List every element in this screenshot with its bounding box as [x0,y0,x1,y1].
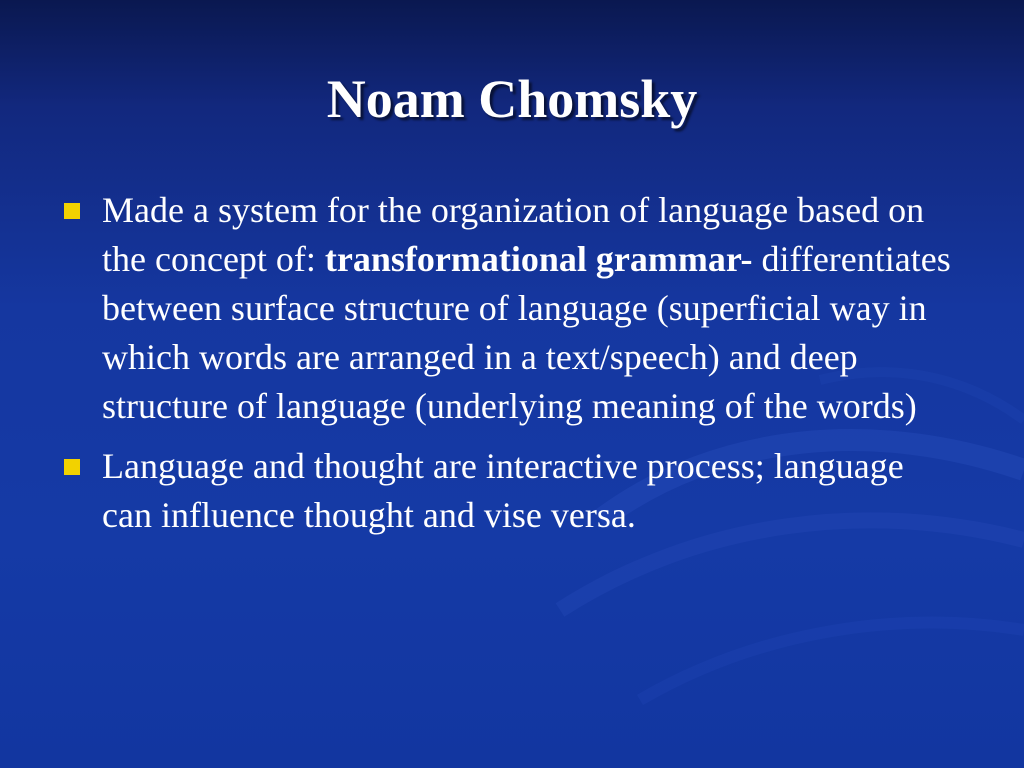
bullet-text-bold-term: transformational grammar- [324,239,753,279]
bullet-item-transformational-grammar [62,186,962,431]
bullet-text [102,190,951,426]
bullet-text-segment: Made a system for the organization of language based on the concept of: [102,190,925,279]
square-bullet-icon [64,203,80,219]
slide-title: Noam Chomsky [326,69,698,129]
bullet-item-language-and-thought [62,442,962,540]
bullet-text [102,446,904,535]
bullet-text-segment: Language and thought are interactive process; language can influence thought and vise versa. [102,446,904,535]
bullet-list [62,186,962,551]
bullet-text-segment: differentiates between surface structure of language (superficial way in which words are arranged in a text/speech) and deep structure of language (underlying meaning of the words) [102,239,951,426]
square-bullet-icon [64,459,80,475]
